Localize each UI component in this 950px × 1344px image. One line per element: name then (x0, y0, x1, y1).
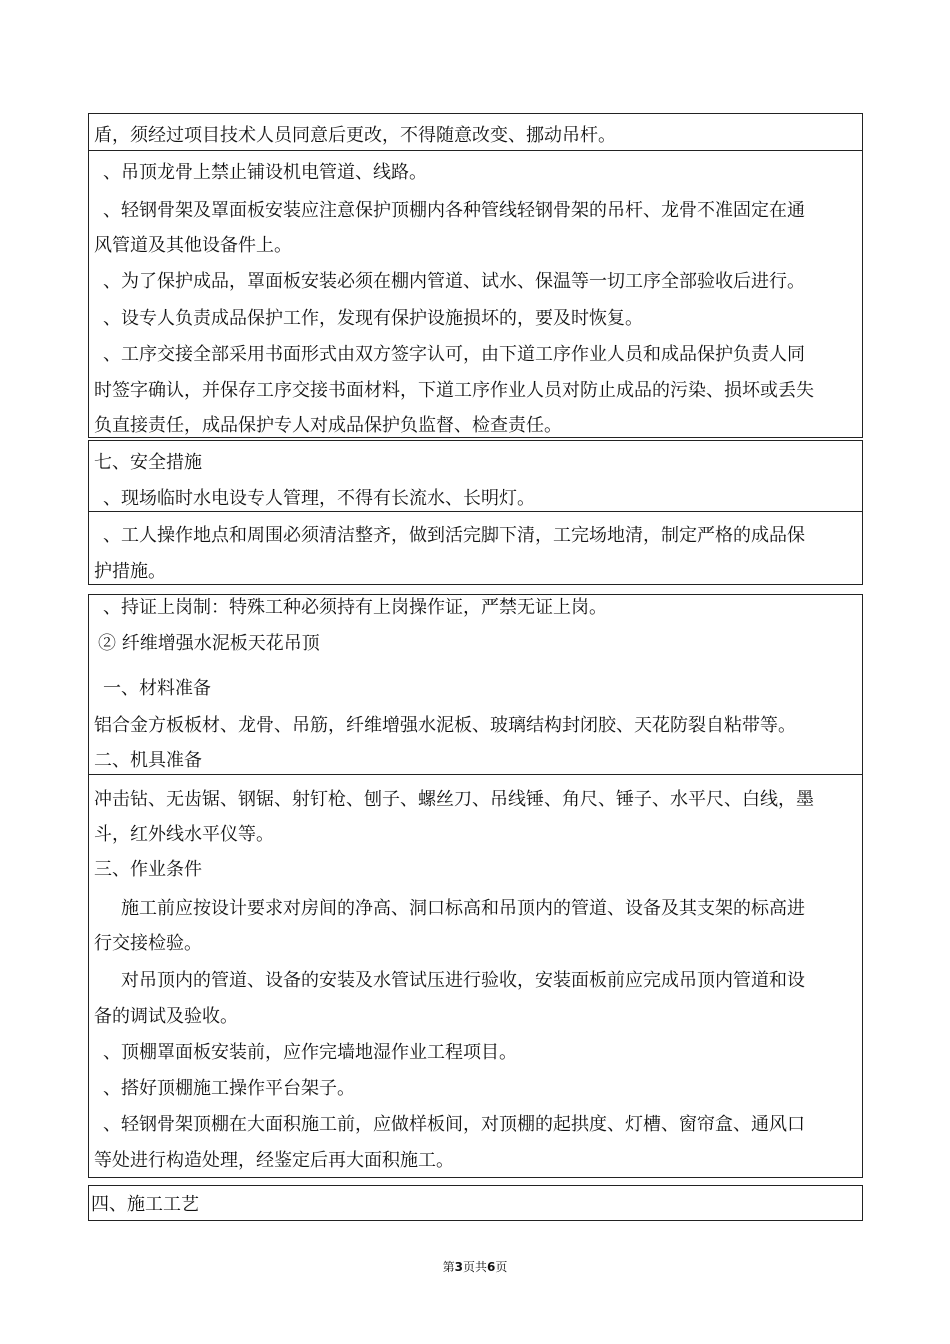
text-line: 、吊顶龙骨上禁止铺设机电管道、线路。 (103, 162, 427, 183)
text-line: 、为了保护成品，罩面板安装必须在棚内管道、试水、保温等一切工序全部验收后进行。 (103, 271, 805, 292)
text-line: 冲击钻、无齿锯、钢锯、射钉枪、刨子、螺丝刀、吊线锤、角尺、锤子、水平尺、白线，墨 (94, 789, 814, 810)
text-line: 护措施。 (94, 561, 166, 582)
cell-4 (88, 511, 863, 585)
text-line: 时签字确认，并保存工序交接书面材料，下道工序作业人员对防止成品的污染、损坏或丢失 (94, 380, 814, 401)
text-line: 等处进行构造处理，经鉴定后再大面积施工。 (94, 1150, 454, 1171)
text-line: 、设专人负责成品保护工作，发现有保护设施损坏的，要及时恢复。 (103, 308, 643, 329)
text-line: 负直接责任，成品保护专人对成品保护负监督、检查责任。 (94, 415, 562, 436)
text-line: 对吊顶内的管道、设备的安装及水管试压进行验收，安装面板前应完成吊顶内管道和设 (121, 970, 805, 991)
text-line: 盾，须经过项目技术人员同意后更改，不得随意改变、挪动吊杆。 (94, 125, 616, 146)
text-line: 备的调试及验收。 (94, 1006, 238, 1027)
text-line: 风管道及其他设备件上。 (94, 235, 292, 256)
footer-middle: 页共 (462, 1260, 487, 1274)
subsection-heading: ② 纤维增强水泥板天花吊顶 (98, 633, 320, 654)
text-line: 斗，红外线水平仪等。 (94, 824, 274, 845)
total-page-number: 6 (487, 1260, 496, 1274)
text-line: 、持证上岗制：特殊工种必须持有上岗操作证，严禁无证上岗。 (103, 597, 607, 618)
text-line: 、轻钢骨架及罩面板安装应注意保护顶棚内各种管线轻钢骨架的吊杆、龙骨不准固定在通 (103, 200, 805, 221)
text-line: 、搭好顶棚施工操作平台架子。 (103, 1078, 355, 1099)
text-line: 铝合金方板板材、龙骨、吊筋，纤维增强水泥板、玻璃结构封闭胶、天花防裂自粘带等。 (94, 715, 796, 736)
text-line: 、顶棚罩面板安装前，应作完墙地湿作业工程项目。 (103, 1042, 517, 1063)
text-line: 、工人操作地点和周围必须清洁整齐，做到活完脚下清，工完场地清，制定严格的成品保 (103, 525, 805, 546)
text-line: 行交接检验。 (94, 933, 202, 954)
cell-7 (88, 1185, 863, 1221)
section-heading: 三、作业条件 (94, 859, 202, 880)
section-heading: 七、安全措施 (94, 452, 202, 473)
text-line: 、轻钢骨架顶棚在大面积施工前，应做样板间，对顶棚的起拱度、灯槽、窗帘盒、通风口 (103, 1114, 805, 1135)
text-line: 、现场临时水电设专人管理，不得有长流水、长明灯。 (103, 488, 535, 509)
text-line: 、工序交接全部采用书面形式由双方签字认可，由下道工序作业人员和成品保护负责人同 (103, 344, 805, 365)
page-footer (0, 1258, 950, 1275)
current-page-number: 3 (454, 1260, 463, 1274)
footer-prefix: 第 (442, 1260, 455, 1274)
section-heading: 一、材料准备 (103, 678, 211, 699)
text-line: 施工前应按设计要求对房间的净高、洞口标高和吊顶内的管道、设备及其支架的标高进 (121, 898, 805, 919)
footer-suffix: 页 (495, 1260, 508, 1274)
section-heading: 四、施工工艺 (91, 1194, 199, 1215)
section-heading: 二、机具准备 (94, 750, 202, 771)
